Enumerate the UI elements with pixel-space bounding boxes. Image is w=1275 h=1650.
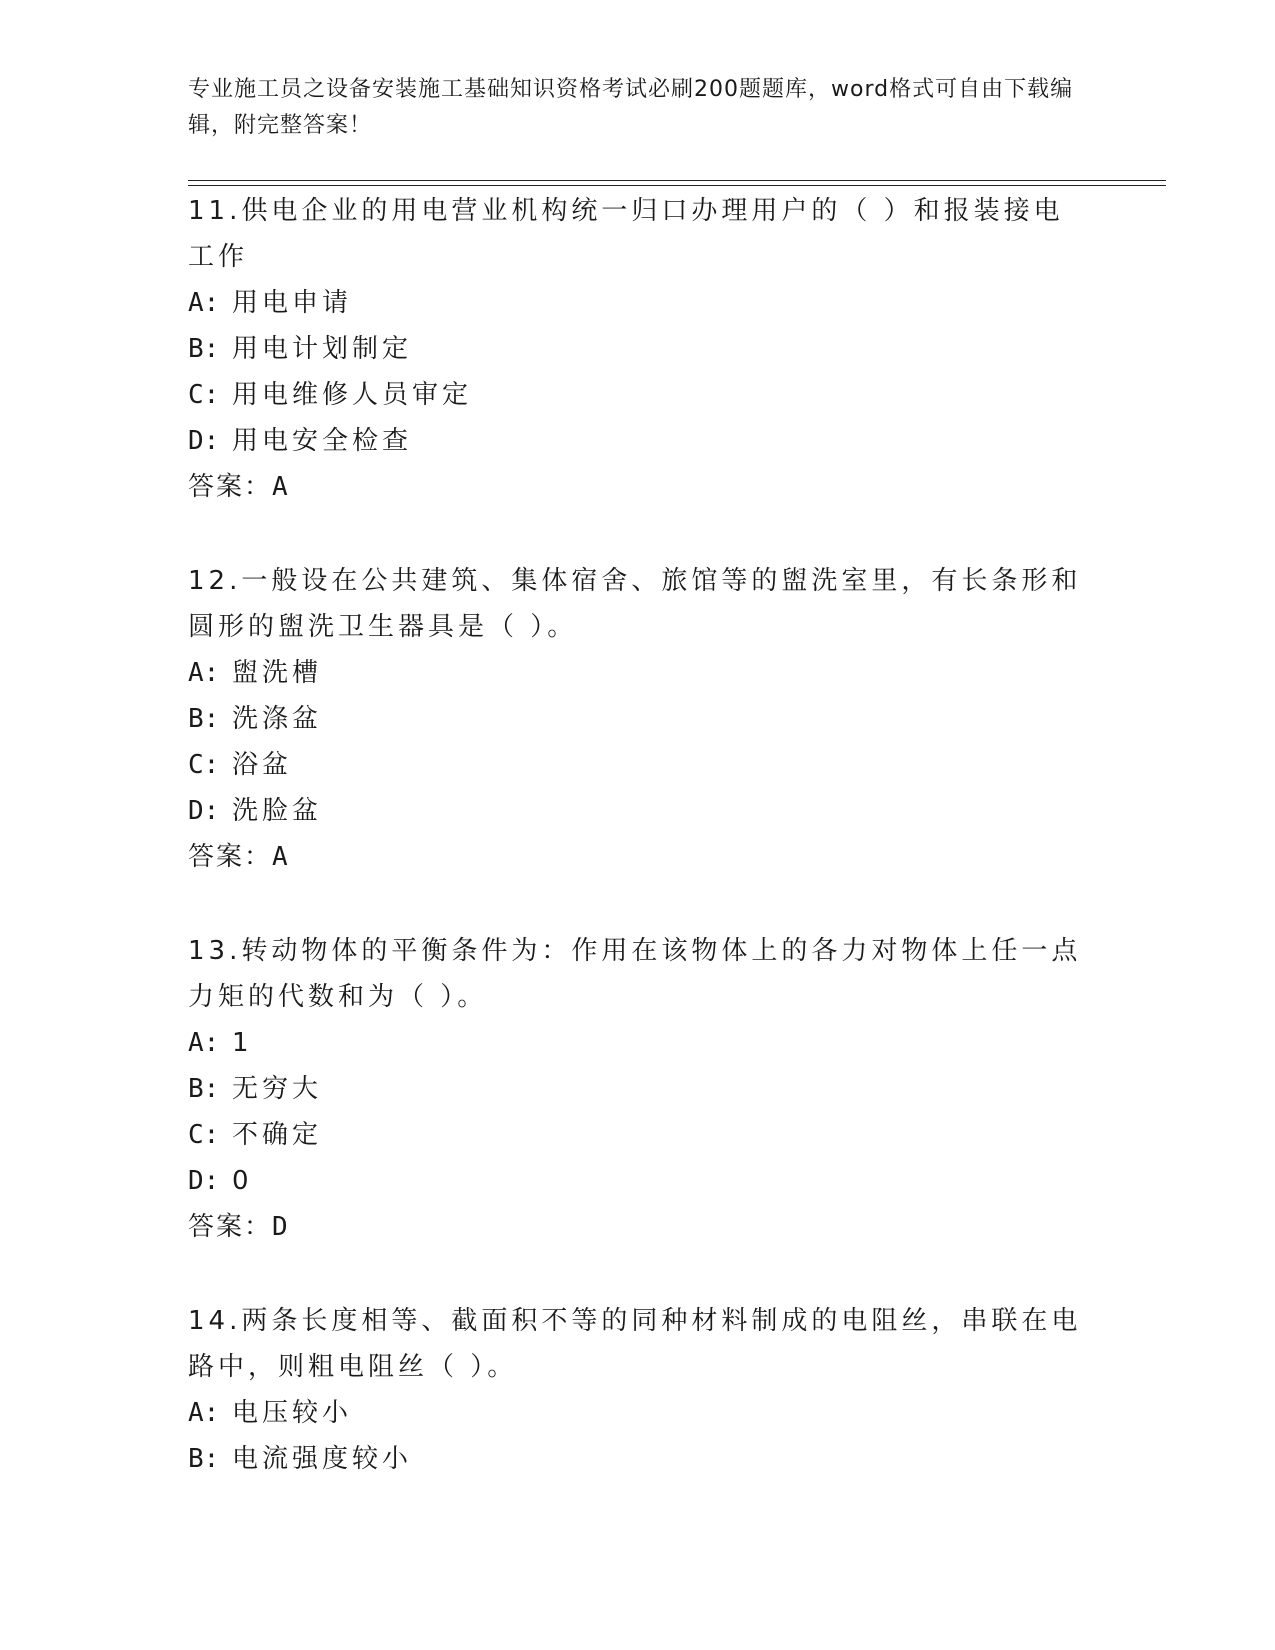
option-text: 浴盆	[232, 750, 293, 780]
option-b	[188, 326, 1088, 372]
header-divider-bottom	[188, 185, 1166, 186]
option-key: B:	[188, 1074, 220, 1104]
option-b	[188, 1436, 1088, 1482]
option-key: C:	[188, 750, 220, 780]
option-d	[188, 788, 1088, 834]
option-text: 用电安全检查	[232, 426, 413, 456]
option-c	[188, 742, 1088, 788]
option-key: B:	[188, 704, 220, 734]
header-divider-top	[188, 180, 1166, 181]
option-text: 电流强度较小	[232, 1444, 413, 1474]
option-key: A:	[188, 288, 220, 318]
option-text: 0	[232, 1166, 253, 1196]
option-a	[188, 650, 1088, 696]
question-list	[188, 188, 1088, 1530]
option-text: 洗脸盆	[232, 796, 323, 826]
option-text: 电压较小	[232, 1398, 353, 1428]
option-a	[188, 1020, 1088, 1066]
answer-label: 答案：	[188, 1212, 273, 1242]
option-d	[188, 1158, 1088, 1204]
option-key: C:	[188, 380, 220, 410]
answer-label: 答案：	[188, 842, 273, 872]
option-text: 用电维修人员审定	[232, 380, 473, 410]
option-text: 盥洗槽	[232, 658, 323, 688]
option-key: B:	[188, 1444, 220, 1474]
question-12	[188, 558, 1088, 880]
answer-line	[188, 834, 1088, 880]
option-key: B:	[188, 334, 220, 364]
question-stem: 11.供电企业的用电营业机构统一归口办理用户的（ ）和报装接电工作	[188, 196, 1064, 272]
option-text: 用电申请	[232, 288, 353, 318]
question-13	[188, 928, 1088, 1250]
document-header: 专业施工员之设备安装施工基础知识资格考试必刷200题题库，word格式可自由下载编辑，附完整答案！	[188, 77, 1074, 138]
option-a	[188, 1390, 1088, 1436]
option-key: D:	[188, 426, 220, 456]
option-key: D:	[188, 1166, 220, 1196]
option-d	[188, 418, 1088, 464]
option-key: D:	[188, 796, 220, 826]
option-a	[188, 280, 1088, 326]
option-c	[188, 372, 1088, 418]
option-key: A:	[188, 1398, 220, 1428]
question-stem: 12.一般设在公共建筑、集体宿舍、旅馆等的盥洗室里，有长条形和圆形的盥洗卫生器具是（ ）。	[188, 566, 1082, 642]
option-text: 无穷大	[232, 1074, 323, 1104]
option-text: 不确定	[232, 1120, 323, 1150]
answer-value: D	[272, 1212, 289, 1242]
option-text: 洗涤盆	[232, 704, 323, 734]
option-text: 用电计划制定	[232, 334, 413, 364]
answer-value: A	[272, 842, 289, 872]
question-11	[188, 188, 1088, 510]
answer-line	[188, 1204, 1088, 1250]
question-14	[188, 1298, 1088, 1482]
option-key: C:	[188, 1120, 220, 1150]
option-c	[188, 1112, 1088, 1158]
option-b	[188, 1066, 1088, 1112]
answer-line	[188, 464, 1088, 510]
answer-value: A	[272, 472, 289, 502]
option-key: A:	[188, 1028, 220, 1058]
question-stem: 14.两条长度相等、截面积不等的同种材料制成的电阻丝，串联在电路中，则粗电阻丝（ ）。	[188, 1306, 1082, 1382]
option-text: 1	[232, 1028, 253, 1058]
option-key: A:	[188, 658, 220, 688]
question-stem: 13.转动物体的平衡条件为：作用在该物体上的各力对物体上任一点力矩的代数和为（ ）。	[188, 936, 1082, 1012]
option-b	[188, 696, 1088, 742]
answer-label: 答案：	[188, 472, 273, 502]
